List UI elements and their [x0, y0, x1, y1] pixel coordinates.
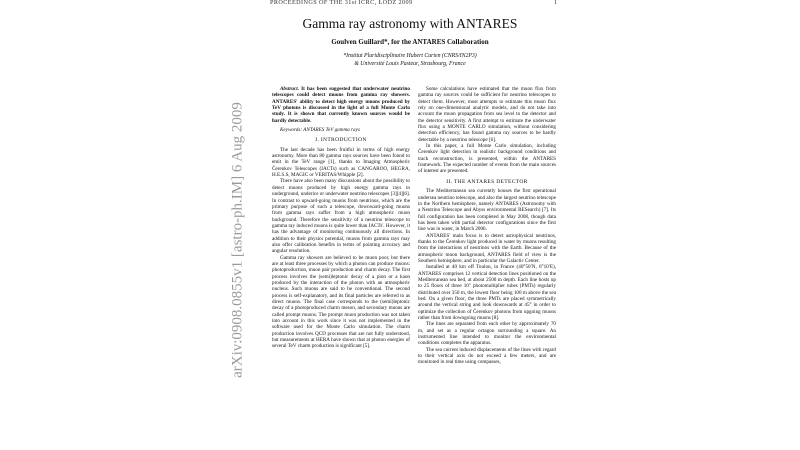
arxiv-sidebar-stamp	[227, 90, 249, 390]
running-head: PROCEEDINGS OF THE 31st ICRC, ŁÓDŹ 2009	[270, 0, 413, 6]
paragraph: There have also been many discussions about the possibility to detect muons produced by high energy gamma rays in underground, underice or underwater neutrino telescopes [3][4][6]. In contrast to upward-going muons from neutrinos, which are the primary purpose of such a telescope, downward-going muons from gamma rays suffer from a high atmospheric muon background. Therefore the sensitivity of a neutrino telescope to gamma ray induced muons is quite lower than IACTs'. However, it has the advantage of monitoring continuously all directions. In addition to their physics potential, muons from gamma rays may also offer calibration benefits in terms of pointing accuracy and angular resolution.	[272, 178, 410, 255]
abstract-label: Abstract.	[280, 86, 299, 92]
section-heading-antares-detector: II. THE ANTARES DETECTOR	[446, 178, 528, 185]
section-heading-introduction: I. INTRODUCTION	[315, 137, 367, 144]
paragraph: In this paper, a full Monte Carlo simulation, including Čerenkov light detection in realistic background conditions and track reconstruction, is presented, within the ANTARES framework. The expected number of events from the main sources of interest are presented.	[418, 143, 556, 175]
paragraph: Installed at 40 km off Toulon, in France (40°50′N, 6°10′E), ANTARES comprises 12 vertical detection lines positioned on the Mediterranean sea bed, at about 2500 m depth. Each line hosts up to 25 floors of three 10″ photomultiplier tubes (PMTs) regularly distributed over 350 m, the lowest floor being 100 m above the sea bed. On a given floor, the three PMTs are placed symmetrically around the vertical string and look downwards at 45° in order to optimize the collection of Čerenkov photons from upgoing muons rather than from downgoing muons [8].	[418, 264, 556, 322]
abstract-text: It has been suggested that underwater neutrino telescopes could detect muons from gamma ray showers. ANTARES' ability to detect high energy muons produced by TeV photons is discussed in the light of a full Monte Carlo study. It is shown that currently known sources would be hardly detectable.	[272, 86, 410, 124]
page-number: 1	[554, 0, 558, 6]
keywords	[272, 127, 410, 133]
paragraph: Some calculations have estimated that the muon flux from gamma ray sources could be sufficient for neutrino telescopes to detect them. However, most attempts to estimate this muon flux rely on one-dimensional analytic models, and do not take into account the muon propagation from sea level to the detector and the detector sensitivity. A first attempt to estimate the underwater flux using a MONTE CARLO simulation, without considering detection efficiency, has found gamma ray sources to be hardly detectable by a neutrino telescope [6].	[418, 86, 556, 143]
right-column	[418, 86, 556, 366]
abstract	[272, 86, 410, 124]
paper-author: Goulven Guillard*, for the ANTARES Collaboration	[331, 38, 489, 46]
paper-affiliation	[270, 52, 550, 68]
paragraph: The last decade has been fruitful in terms of high energy astronomy. More than 80 gamma rays sources have been found to emit in the TeV range [1], thanks to Imaging Atmospheric Čerenkov Telescopes (IACTs) such as CANGAROO, HEGRA, H.E.S.S, MAGIC or VERITAS/Whipple [2].	[272, 146, 410, 179]
paragraph: The Mediterranean sea currently houses the first operational undersea neutrino telescope, and also the largest neutrino telescope in the Northern hemisphere, namely ANTARES (Astronomy with a Neutrino Telescope and Abyss environmental RESearch) [7]. Its full configuration has been completed in May 2008, though data has been taken with partial detector configurations since the first line was in water, in March 2006.	[418, 188, 556, 233]
paragraph: The sea current induced displacements of the lines with regard to their vertical axis do not exceed a few meters, and are monitored in real time using compasses,	[418, 346, 556, 366]
left-column	[272, 86, 410, 350]
paper-title: Gamma ray astronomy with ANTARES	[302, 16, 518, 31]
keywords-text: ANTARES TeV gamma rays	[302, 127, 360, 134]
arxiv-id: arXiv:0908.0855v1 [astro-ph.IM] 6 Aug 2009	[229, 102, 246, 378]
paragraph: ANTARES' main focus is to detect astrophysical neutrinos, thanks to the Čerenkov light produced in water by muons resulting from the interactions of neutrinos with the Earth. Because of the atmospheric muon background, ANTARES field of view is the Southern hemisphere, and in particular the Galactic Center.	[418, 232, 556, 264]
keywords-label: Keywords:	[280, 127, 303, 134]
paragraph: Gamma ray showers are believed to be muon poor, but there are at least three processes by which a photon can produce muons: photoproduction, muon pair production and charm decay. The first process involves the (semi)leptonic decay of a pion or a kaon produced by the interaction of the photon with an atmospheric nucleus. Such muons are said to be conventional. The second process is self-explanatory, and its final particles are referred to as direct muons. The final case corresponds to the (semi)leptonic decay of a photoproduced charm meson, and secondary muons are called prompt muons. The prompt muon production was not taken into account in this work since it was not implemented in the software used for the Monte Carlo simulation. The charm production involves QCD processes that are not fully understood, but measurements at HERA have shown that at photon energies of several TeV charm production is significant [5].	[272, 254, 410, 350]
affiliation-line-1: *Institut Pluridisciplinaire Hubert Curien (CNRS/IN2P3)	[343, 53, 477, 59]
paragraph: The lines are separated from each other by approximately 70 m, and set as a regular octagon surrounding a square. An instrumented line intended to monitor the environmental conditions completes the apparatus.	[418, 321, 556, 347]
affiliation-line-2: & Université Louis Pasteur, Strasbourg, France	[354, 61, 466, 67]
